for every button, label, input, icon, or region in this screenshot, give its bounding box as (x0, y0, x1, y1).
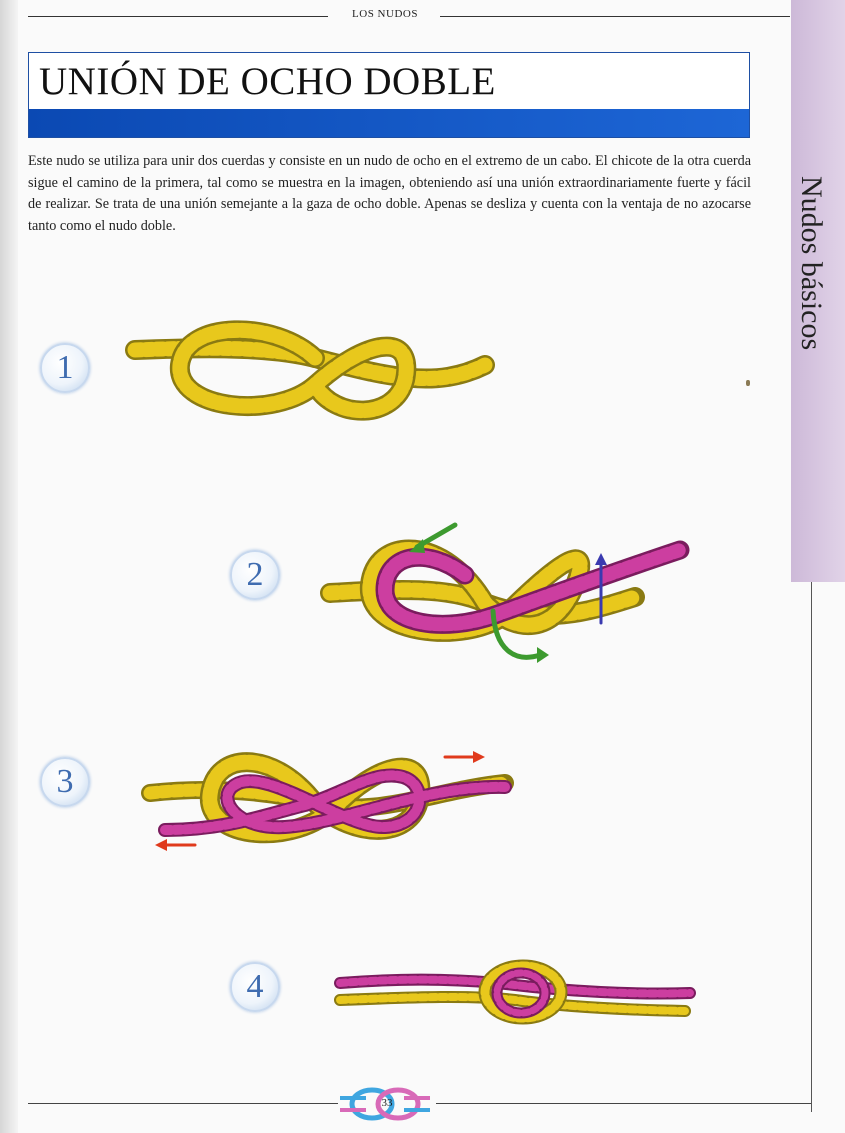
footer-rule-left (28, 1103, 338, 1104)
step-badge-1 (40, 343, 90, 393)
step-1-knot-illustration (125, 310, 505, 440)
side-tab (791, 0, 845, 582)
page-gutter-shadow (0, 0, 18, 1133)
step-3-knot-illustration (145, 735, 515, 865)
step-badge-3 (40, 757, 90, 807)
step-2-knot-illustration (325, 515, 695, 675)
title-blue-bar (29, 109, 749, 137)
side-tab-label: Nudos básicos (795, 176, 828, 351)
step-number-1: 1 (56, 349, 74, 386)
step-number-2: 2 (246, 556, 264, 593)
side-rule (811, 582, 812, 1112)
step-badge-4 (230, 962, 280, 1012)
step-number-4: 4 (246, 968, 264, 1005)
header-rule-right (440, 16, 790, 17)
body-text: Este nudo se utiliza para unir dos cuerdas y consiste en un nudo de ocho en el extremo de un cabo. El chicote de la otra cuerda sigue el camino de la primera, tal como se muestra en la imagen, obteniendo así una unión extraordinariamente fuerte y fácil de realizar. Se trata de una unión semejante a la gaza de ocho doble. Apenas se desliza y cuenta con la ventaja de no azocarse tanto como el nudo doble. (28, 153, 751, 234)
header-rule-left (28, 16, 328, 17)
page-title: UNIÓN DE OCHO DOBLE (39, 60, 496, 103)
step-4-knot-illustration (335, 955, 700, 1035)
page-number: 33 (381, 1097, 393, 1109)
step-badge-2 (230, 550, 280, 600)
ink-speck (746, 380, 750, 386)
footer-rule-right (436, 1103, 811, 1104)
step-number-3: 3 (56, 763, 74, 800)
running-head: LOS NUDOS (352, 8, 418, 20)
title-box (28, 52, 750, 138)
